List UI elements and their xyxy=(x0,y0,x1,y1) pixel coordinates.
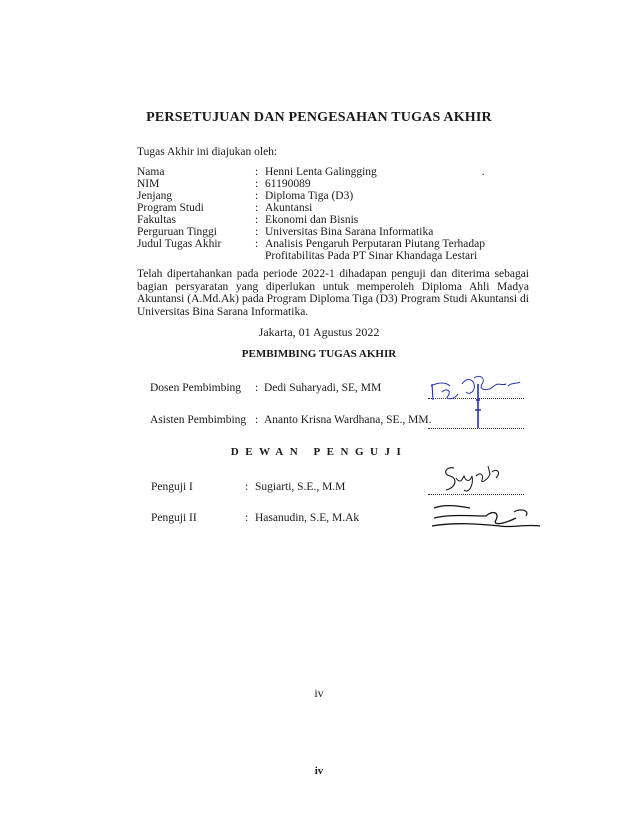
field-row-program-studi xyxy=(137,202,537,214)
signature-penguji-2-image xyxy=(430,498,550,538)
page-number-footer: iv xyxy=(314,765,324,777)
field-trail: . xyxy=(481,166,485,178)
field-label: Nama xyxy=(137,166,165,178)
sig-label: Asisten Pembimbing xyxy=(150,414,247,426)
field-colon: : xyxy=(255,226,259,238)
field-colon: : xyxy=(255,166,259,178)
field-colon: : xyxy=(255,178,259,190)
sig-label: Dosen Pembimbing xyxy=(150,382,242,394)
sig-value: Hasanudin, S.E, M.Ak xyxy=(255,512,360,524)
sig-label: Penguji II xyxy=(151,512,197,524)
field-value: 61190089 xyxy=(265,178,311,190)
field-value: Akuntansi xyxy=(265,202,313,214)
approval-paragraph: Telah dipertahankan pada periode 2022-1 dihadapan penguji dan diterima sebagai bagian persyaratan yang diperlukan untuk memperoleh Diploma Ahli Madya Akuntansi (A.Md.Ak) pada Program Diploma Tiga (D3) Program Studi Akuntansi di Universitas Bina Sarana Informatika. xyxy=(137,268,529,318)
field-colon: : xyxy=(255,238,259,250)
pembimbing-heading: PEMBIMBING TUGAS AKHIR xyxy=(241,348,397,360)
field-colon: : xyxy=(255,190,259,202)
page-number: iv xyxy=(314,686,324,700)
student-info-table xyxy=(137,166,537,262)
page-title: PERSETUJUAN DAN PENGESAHAN TUGAS AKHIR xyxy=(146,110,492,125)
pembimbing-row-dosen xyxy=(150,382,381,394)
penguji-row-2 xyxy=(151,512,359,524)
place-date: Jakarta, 01 Agustus 2022 xyxy=(258,325,380,339)
field-value: Diploma Tiga (D3) xyxy=(265,190,354,202)
field-label: Perguruan Tinggi xyxy=(137,226,217,238)
field-row-jenjang xyxy=(137,190,537,202)
sig-colon: : xyxy=(255,414,259,426)
judul-line-1: Analisis Pengaruh Perputaran Piutang Terhadap xyxy=(265,238,485,250)
field-label: NIM xyxy=(137,178,160,190)
sig-value: Ananto Krisna Wardhana, SE., MM. xyxy=(264,414,432,426)
field-value: Universitas Bina Sarana Informatika xyxy=(265,226,434,238)
penguji-row-1 xyxy=(151,481,345,493)
sig-colon: : xyxy=(245,512,249,524)
sig-value: Sugiarti, S.E., M.M xyxy=(255,481,346,493)
field-row-nama xyxy=(137,166,537,178)
signature-penguji-1-image xyxy=(436,460,526,500)
intro-text: Tugas Akhir ini diajukan oleh: xyxy=(137,146,278,158)
field-value: Henni Lenta Galingging . xyxy=(265,166,485,178)
pembimbing-row-asisten xyxy=(150,414,432,426)
judul-line-2: Profitabilitas Pada PT Sinar Khandaga Lestari xyxy=(265,250,478,262)
signature-dosen-image xyxy=(428,370,528,432)
sig-colon: : xyxy=(255,382,259,394)
field-value: Ekonomi dan Bisnis xyxy=(265,214,359,226)
sig-colon: : xyxy=(245,481,249,493)
sig-label: Penguji I xyxy=(151,481,193,493)
field-colon: : xyxy=(255,214,259,226)
field-row-nim xyxy=(137,178,537,190)
field-value xyxy=(265,238,537,262)
field-row-perguruan-tinggi xyxy=(137,226,537,238)
sig-value: Dedi Suharyadi, SE, MM xyxy=(264,382,382,394)
field-row-judul xyxy=(137,238,537,262)
field-label: Jenjang xyxy=(137,190,173,202)
field-label: Judul Tugas Akhir xyxy=(137,238,222,250)
penguji-heading: DEWAN PENGUJI xyxy=(230,446,408,458)
field-colon: : xyxy=(255,202,259,214)
field-label: Program Studi xyxy=(137,202,204,214)
field-row-fakultas xyxy=(137,214,537,226)
field-label: Fakultas xyxy=(137,214,176,226)
